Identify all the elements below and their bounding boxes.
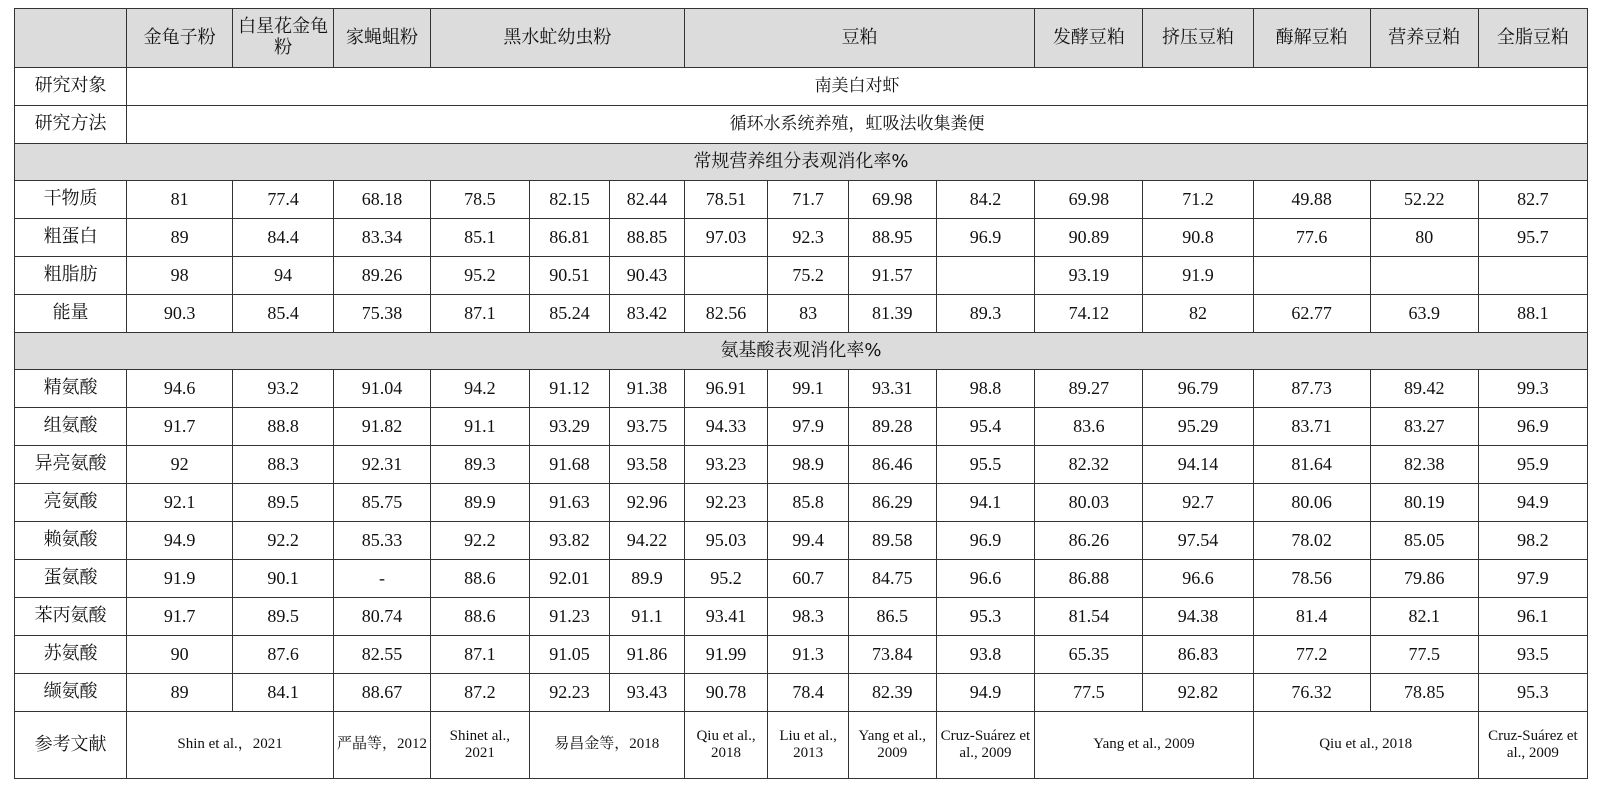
table-row [15, 408, 1588, 446]
data-cell: 90.51 [529, 257, 610, 295]
data-cell: 83.42 [610, 295, 684, 333]
row-label: 赖氨酸 [15, 522, 127, 560]
row-label: 蛋氨酸 [15, 560, 127, 598]
data-cell: 93.43 [610, 674, 684, 712]
data-cell: 98.8 [936, 370, 1035, 408]
data-cell: 78.5 [430, 181, 529, 219]
data-cell: 98.2 [1478, 522, 1587, 560]
data-cell: 86.81 [529, 219, 610, 257]
table-row [15, 560, 1588, 598]
data-cell: 91.12 [529, 370, 610, 408]
data-cell: 89.27 [1035, 370, 1143, 408]
data-cell: 91.63 [529, 484, 610, 522]
data-cell: 98.3 [768, 598, 849, 636]
reference-cell: Shin et al.，2021 [127, 712, 334, 779]
study-object-value: 南美白对虾 [127, 68, 1588, 106]
data-cell [1478, 257, 1587, 295]
table-row [15, 370, 1588, 408]
data-cell: 80 [1370, 219, 1478, 257]
data-cell: 83 [768, 295, 849, 333]
header-row [15, 9, 1588, 68]
data-cell: 92.23 [684, 484, 768, 522]
data-cell: 91.1 [610, 598, 684, 636]
data-cell: 87.2 [430, 674, 529, 712]
data-cell: 93.19 [1035, 257, 1143, 295]
data-cell: 89.58 [848, 522, 936, 560]
data-cell: 83.27 [1370, 408, 1478, 446]
data-cell: 91.86 [610, 636, 684, 674]
study-object-row [15, 68, 1588, 106]
table-container [14, 8, 1588, 779]
data-cell: 83.6 [1035, 408, 1143, 446]
data-cell: 82.15 [529, 181, 610, 219]
data-cell: 89.5 [233, 484, 334, 522]
data-cell: 92.82 [1143, 674, 1253, 712]
data-cell: 97.03 [684, 219, 768, 257]
header-nutrient-soybean-meal: 营养豆粕 [1370, 9, 1478, 68]
section-conventional-row [15, 144, 1588, 181]
data-cell: 77.5 [1035, 674, 1143, 712]
data-cell: 82.44 [610, 181, 684, 219]
data-cell: 77.6 [1253, 219, 1370, 257]
data-cell: 95.03 [684, 522, 768, 560]
data-cell: 85.4 [233, 295, 334, 333]
data-cell: 88.3 [233, 446, 334, 484]
data-cell: 84.2 [936, 181, 1035, 219]
data-cell: 89.5 [233, 598, 334, 636]
data-cell: 85.24 [529, 295, 610, 333]
data-cell [1370, 257, 1478, 295]
data-cell: 60.7 [768, 560, 849, 598]
data-cell: 95.9 [1478, 446, 1587, 484]
data-cell: 95.3 [936, 598, 1035, 636]
table-row [15, 522, 1588, 560]
data-cell: 87.6 [233, 636, 334, 674]
data-cell: 84.1 [233, 674, 334, 712]
data-cell: 88.67 [334, 674, 431, 712]
study-method-row [15, 106, 1588, 144]
data-cell: 94.9 [127, 522, 233, 560]
data-cell: 80.06 [1253, 484, 1370, 522]
data-cell: 98 [127, 257, 233, 295]
data-cell: 98.9 [768, 446, 849, 484]
data-cell: 71.2 [1143, 181, 1253, 219]
row-label: 粗蛋白 [15, 219, 127, 257]
header-soybean-meal: 豆粕 [684, 9, 1035, 68]
data-cell: 69.98 [1035, 181, 1143, 219]
data-cell: 92.96 [610, 484, 684, 522]
data-cell: 86.83 [1143, 636, 1253, 674]
reference-cell: Cruz-Suárez et al., 2009 [936, 712, 1035, 779]
table-row [15, 674, 1588, 712]
data-cell [1253, 257, 1370, 295]
data-cell: 95.2 [430, 257, 529, 295]
data-cell: 90.3 [127, 295, 233, 333]
data-cell: 95.4 [936, 408, 1035, 446]
header-enzymatic-soybean-meal: 酶解豆粕 [1253, 9, 1370, 68]
data-cell: 80.19 [1370, 484, 1478, 522]
data-cell: 93.29 [529, 408, 610, 446]
data-cell: 95.3 [1478, 674, 1587, 712]
data-cell: 93.82 [529, 522, 610, 560]
data-cell: 96.9 [936, 522, 1035, 560]
data-cell: 86.29 [848, 484, 936, 522]
row-label: 参考文献 [15, 712, 127, 779]
reference-cell: Cruz-Suárez et al., 2009 [1478, 712, 1587, 779]
study-method-value: 循环水系统养殖，虹吸法收集粪便 [127, 106, 1588, 144]
data-cell: 96.91 [684, 370, 768, 408]
data-cell: 93.58 [610, 446, 684, 484]
reference-cell: Yang et al., 2009 [848, 712, 936, 779]
row-label: 研究方法 [15, 106, 127, 144]
data-cell: 82 [1143, 295, 1253, 333]
data-cell: 90.89 [1035, 219, 1143, 257]
data-cell: 82.39 [848, 674, 936, 712]
data-cell: 78.56 [1253, 560, 1370, 598]
data-cell: 94.33 [684, 408, 768, 446]
data-cell: 95.2 [684, 560, 768, 598]
data-cell: 81 [127, 181, 233, 219]
data-cell: 92.7 [1143, 484, 1253, 522]
data-cell: 92.1 [127, 484, 233, 522]
data-cell: 76.32 [1253, 674, 1370, 712]
table-row [15, 636, 1588, 674]
data-cell: 94.14 [1143, 446, 1253, 484]
data-cell [936, 257, 1035, 295]
data-cell: 84.75 [848, 560, 936, 598]
data-cell: 82.7 [1478, 181, 1587, 219]
data-cell [684, 257, 768, 295]
data-cell: 99.3 [1478, 370, 1587, 408]
data-cell: 82.55 [334, 636, 431, 674]
data-cell: 92 [127, 446, 233, 484]
data-cell: 94.6 [127, 370, 233, 408]
data-cell: 91.57 [848, 257, 936, 295]
data-cell: 96.9 [936, 219, 1035, 257]
references-row [15, 712, 1588, 779]
data-cell: 82.1 [1370, 598, 1478, 636]
data-cell: 94.1 [936, 484, 1035, 522]
data-cell: 75.2 [768, 257, 849, 295]
data-cell: 85.05 [1370, 522, 1478, 560]
data-cell: 62.77 [1253, 295, 1370, 333]
data-cell: 81.4 [1253, 598, 1370, 636]
reference-cell: 严晶等，2012 [334, 712, 431, 779]
data-cell: 92.23 [529, 674, 610, 712]
table-row [15, 295, 1588, 333]
header-corner [15, 9, 127, 68]
data-cell: 71.7 [768, 181, 849, 219]
amino-body [15, 370, 1588, 712]
row-label: 精氨酸 [15, 370, 127, 408]
row-label: 干物质 [15, 181, 127, 219]
data-cell: 68.18 [334, 181, 431, 219]
data-cell: 83.71 [1253, 408, 1370, 446]
data-cell: 90.8 [1143, 219, 1253, 257]
table-row [15, 181, 1588, 219]
section-title: 氨基酸表观消化率% [15, 333, 1588, 370]
data-cell: 91.82 [334, 408, 431, 446]
data-cell: 86.46 [848, 446, 936, 484]
data-cell: 86.88 [1035, 560, 1143, 598]
data-cell: 96.9 [1478, 408, 1587, 446]
data-cell: 91.1 [430, 408, 529, 446]
data-cell: 87.73 [1253, 370, 1370, 408]
data-cell: 78.02 [1253, 522, 1370, 560]
data-cell: 91.99 [684, 636, 768, 674]
data-cell: 92.01 [529, 560, 610, 598]
data-cell: 91.9 [127, 560, 233, 598]
data-cell: 82.32 [1035, 446, 1143, 484]
header-scarab-meal: 金龟子粉 [127, 9, 233, 68]
data-cell: 95.5 [936, 446, 1035, 484]
data-cell: 88.8 [233, 408, 334, 446]
data-cell: 95.7 [1478, 219, 1587, 257]
digestibility-table [14, 8, 1588, 779]
header-full-fat-soybean-meal: 全脂豆粕 [1478, 9, 1587, 68]
data-cell: 89.42 [1370, 370, 1478, 408]
row-label: 苯丙氨酸 [15, 598, 127, 636]
data-cell: 89 [127, 219, 233, 257]
data-cell: 88.95 [848, 219, 936, 257]
data-cell: 89.9 [430, 484, 529, 522]
data-cell: 90.1 [233, 560, 334, 598]
data-cell: 93.31 [848, 370, 936, 408]
data-cell: 82.56 [684, 295, 768, 333]
reference-cell: 易昌金等，2018 [529, 712, 684, 779]
data-cell: 89.26 [334, 257, 431, 295]
data-cell: 78.4 [768, 674, 849, 712]
data-cell: 97.9 [1478, 560, 1587, 598]
data-cell: 94.22 [610, 522, 684, 560]
data-cell: 94.9 [936, 674, 1035, 712]
data-cell: 92.2 [430, 522, 529, 560]
row-label: 能量 [15, 295, 127, 333]
data-cell: 73.84 [848, 636, 936, 674]
data-cell: 90 [127, 636, 233, 674]
data-cell: 97.9 [768, 408, 849, 446]
data-cell: 81.39 [848, 295, 936, 333]
data-cell: 87.1 [430, 636, 529, 674]
data-cell: 91.9 [1143, 257, 1253, 295]
reference-cell: Shinet al., 2021 [430, 712, 529, 779]
row-label: 研究对象 [15, 68, 127, 106]
data-cell: 96.79 [1143, 370, 1253, 408]
data-cell: 92.3 [768, 219, 849, 257]
data-cell: 94 [233, 257, 334, 295]
row-label: 缬氨酸 [15, 674, 127, 712]
data-cell: 80.03 [1035, 484, 1143, 522]
header-bsf-larvae-meal: 黑水虻幼虫粉 [430, 9, 684, 68]
data-cell: 78.51 [684, 181, 768, 219]
section-title: 常规营养组分表观消化率% [15, 144, 1588, 181]
data-cell: 86.5 [848, 598, 936, 636]
row-label: 组氨酸 [15, 408, 127, 446]
reference-cell: Yang et al., 2009 [1035, 712, 1253, 779]
section-amino-row [15, 333, 1588, 370]
data-cell: 75.38 [334, 295, 431, 333]
header-housefly-larvae-meal: 家蝇蛆粉 [334, 9, 431, 68]
data-cell: 81.64 [1253, 446, 1370, 484]
data-cell: 97.54 [1143, 522, 1253, 560]
data-cell: 88.1 [1478, 295, 1587, 333]
data-cell: 81.54 [1035, 598, 1143, 636]
data-cell: 77.5 [1370, 636, 1478, 674]
data-cell: 89.9 [610, 560, 684, 598]
reference-cell: Liu et al., 2013 [768, 712, 849, 779]
data-cell: 92.2 [233, 522, 334, 560]
data-cell: 88.6 [430, 560, 529, 598]
data-cell: 91.23 [529, 598, 610, 636]
data-cell: 65.35 [1035, 636, 1143, 674]
data-cell: 93.23 [684, 446, 768, 484]
data-cell: 91.7 [127, 408, 233, 446]
data-cell: 85.8 [768, 484, 849, 522]
data-cell: 85.75 [334, 484, 431, 522]
data-cell: 90.78 [684, 674, 768, 712]
data-cell: 85.1 [430, 219, 529, 257]
data-cell: 90.43 [610, 257, 684, 295]
header-extruded-soybean-meal: 挤压豆粕 [1143, 9, 1253, 68]
row-label: 粗脂肪 [15, 257, 127, 295]
conventional-body [15, 181, 1588, 333]
data-cell: 89.3 [430, 446, 529, 484]
data-cell: 83.34 [334, 219, 431, 257]
header-white-spotted-beetle-meal: 白星花金龟粉 [233, 9, 334, 68]
data-cell: 80.74 [334, 598, 431, 636]
data-cell: 94.9 [1478, 484, 1587, 522]
data-cell: 99.4 [768, 522, 849, 560]
data-cell: 96.6 [1143, 560, 1253, 598]
row-label: 亮氨酸 [15, 484, 127, 522]
data-cell: 88.85 [610, 219, 684, 257]
data-cell: 77.2 [1253, 636, 1370, 674]
table-row [15, 446, 1588, 484]
data-cell: 79.86 [1370, 560, 1478, 598]
data-cell: 99.1 [768, 370, 849, 408]
data-cell: 63.9 [1370, 295, 1478, 333]
data-cell: 91.04 [334, 370, 431, 408]
data-cell: 91.38 [610, 370, 684, 408]
data-cell: 92.31 [334, 446, 431, 484]
data-cell: 91.7 [127, 598, 233, 636]
data-cell: 93.75 [610, 408, 684, 446]
data-cell: 89.28 [848, 408, 936, 446]
data-cell: 87.1 [430, 295, 529, 333]
data-cell: 91.68 [529, 446, 610, 484]
data-cell: 91.05 [529, 636, 610, 674]
table-row [15, 219, 1588, 257]
table-row [15, 484, 1588, 522]
row-label: 苏氨酸 [15, 636, 127, 674]
data-cell: 77.4 [233, 181, 334, 219]
data-cell: 93.5 [1478, 636, 1587, 674]
data-cell: 86.26 [1035, 522, 1143, 560]
data-cell: 96.1 [1478, 598, 1587, 636]
data-cell: 78.85 [1370, 674, 1478, 712]
data-cell: 96.6 [936, 560, 1035, 598]
data-cell: 93.2 [233, 370, 334, 408]
data-cell: 89 [127, 674, 233, 712]
data-cell: 93.8 [936, 636, 1035, 674]
row-label: 异亮氨酸 [15, 446, 127, 484]
data-cell: 52.22 [1370, 181, 1478, 219]
table-row [15, 257, 1588, 295]
data-cell: 82.38 [1370, 446, 1478, 484]
reference-cell: Qiu et al., 2018 [684, 712, 768, 779]
data-cell: 84.4 [233, 219, 334, 257]
data-cell: 74.12 [1035, 295, 1143, 333]
data-cell: 95.29 [1143, 408, 1253, 446]
data-cell: - [334, 560, 431, 598]
data-cell: 85.33 [334, 522, 431, 560]
data-cell: 91.3 [768, 636, 849, 674]
data-cell: 94.38 [1143, 598, 1253, 636]
data-cell: 89.3 [936, 295, 1035, 333]
data-cell: 93.41 [684, 598, 768, 636]
data-cell: 49.88 [1253, 181, 1370, 219]
table-row [15, 598, 1588, 636]
header-fermented-soybean-meal: 发酵豆粕 [1035, 9, 1143, 68]
reference-cell: Qiu et al., 2018 [1253, 712, 1478, 779]
data-cell: 88.6 [430, 598, 529, 636]
data-cell: 69.98 [848, 181, 936, 219]
data-cell: 94.2 [430, 370, 529, 408]
